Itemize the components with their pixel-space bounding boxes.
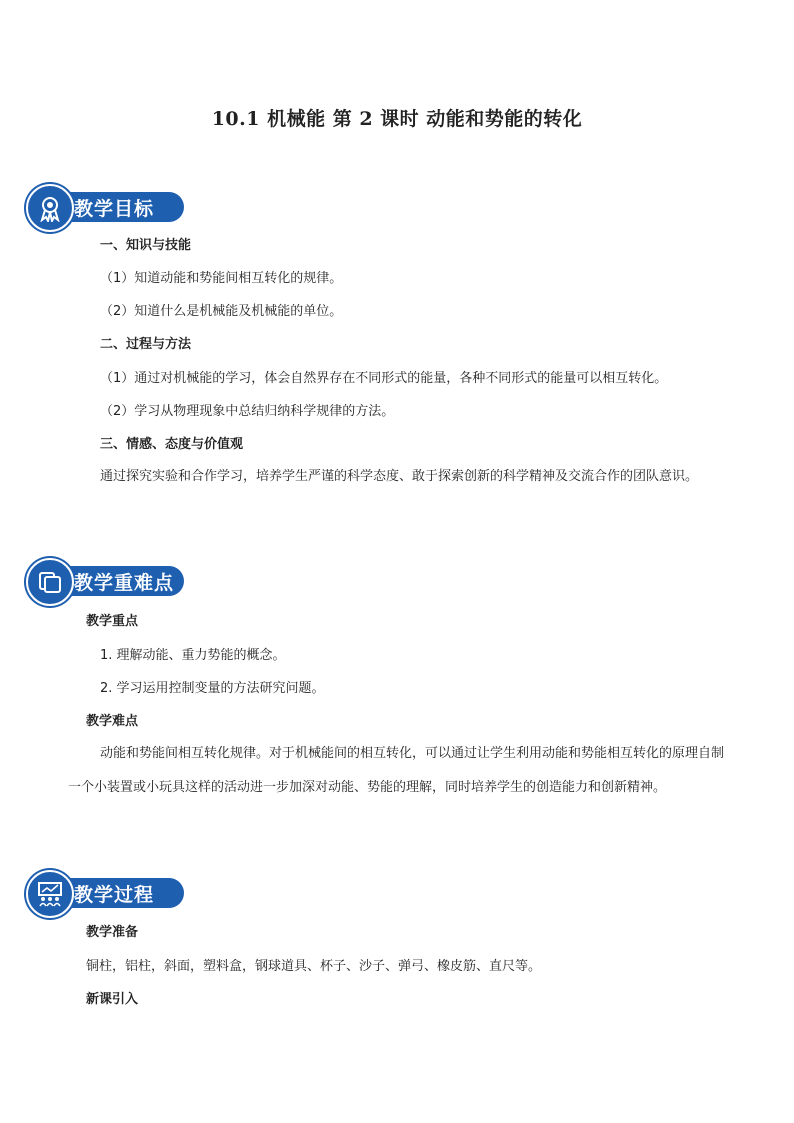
list-item: （1）知道动能和势能间相互转化的规律。 <box>100 271 343 286</box>
list-item: （2）学习从物理现象中总结归纳科学规律的方法。 <box>100 404 395 419</box>
paragraph: 通过探究实验和合作学习，培养学生严谨的科学态度、敢于探索创新的科学精神及交流合作的团队意识。 <box>100 469 699 484</box>
heading-key: 教学重点 <box>86 614 139 629</box>
heading-attitude: 三、情感、态度与价值观 <box>100 437 244 452</box>
heading-knowledge: 一、知识与技能 <box>100 238 192 253</box>
list-item: 2. 学习运用控制变量的方法研究问题。 <box>100 681 325 696</box>
heading-preparation: 教学准备 <box>86 925 139 940</box>
presentation-icon <box>26 870 74 918</box>
list-item: （1）通过对机械能的学习，体会自然界存在不同形式的能量，各种不同形式的能量可以相互转化。 <box>100 371 668 386</box>
paragraph: 铜柱，铝柱，斜面，塑料盒，钢球道具、杯子、沙子、弹弓、橡皮筋、直尺等。 <box>86 959 542 974</box>
list-item: （2）知道什么是机械能及机械能的单位。 <box>100 304 343 319</box>
section-banner-process <box>26 870 186 916</box>
banner-label: 教学重难点 <box>74 572 175 594</box>
heading-difficulty: 教学难点 <box>86 714 139 729</box>
heading-process-method: 二、过程与方法 <box>100 337 192 352</box>
award-ribbon-icon <box>26 184 74 232</box>
banner-label: 教学过程 <box>74 884 155 906</box>
heading-intro: 新课引入 <box>86 992 139 1007</box>
section-banner-key-points <box>26 558 186 604</box>
paragraph: 动能和势能间相互转化规律。对于机械能间的相互转化，可以通过让学生利用动能和势能相互转化的原理自制一个小装置或小玩具这样的活动进一步加深对动能、势能的理解，同时培养学生的创造能力和创新精神。 <box>68 746 725 795</box>
banner-label: 教学目标 <box>74 198 155 220</box>
section-banner-objectives <box>26 184 186 230</box>
folders-icon <box>26 558 74 606</box>
page-title: 10.1 机械能 第 2 课时 动能和势能的转化 <box>211 108 583 130</box>
list-item: 1. 理解动能、重力势能的概念。 <box>100 648 286 663</box>
